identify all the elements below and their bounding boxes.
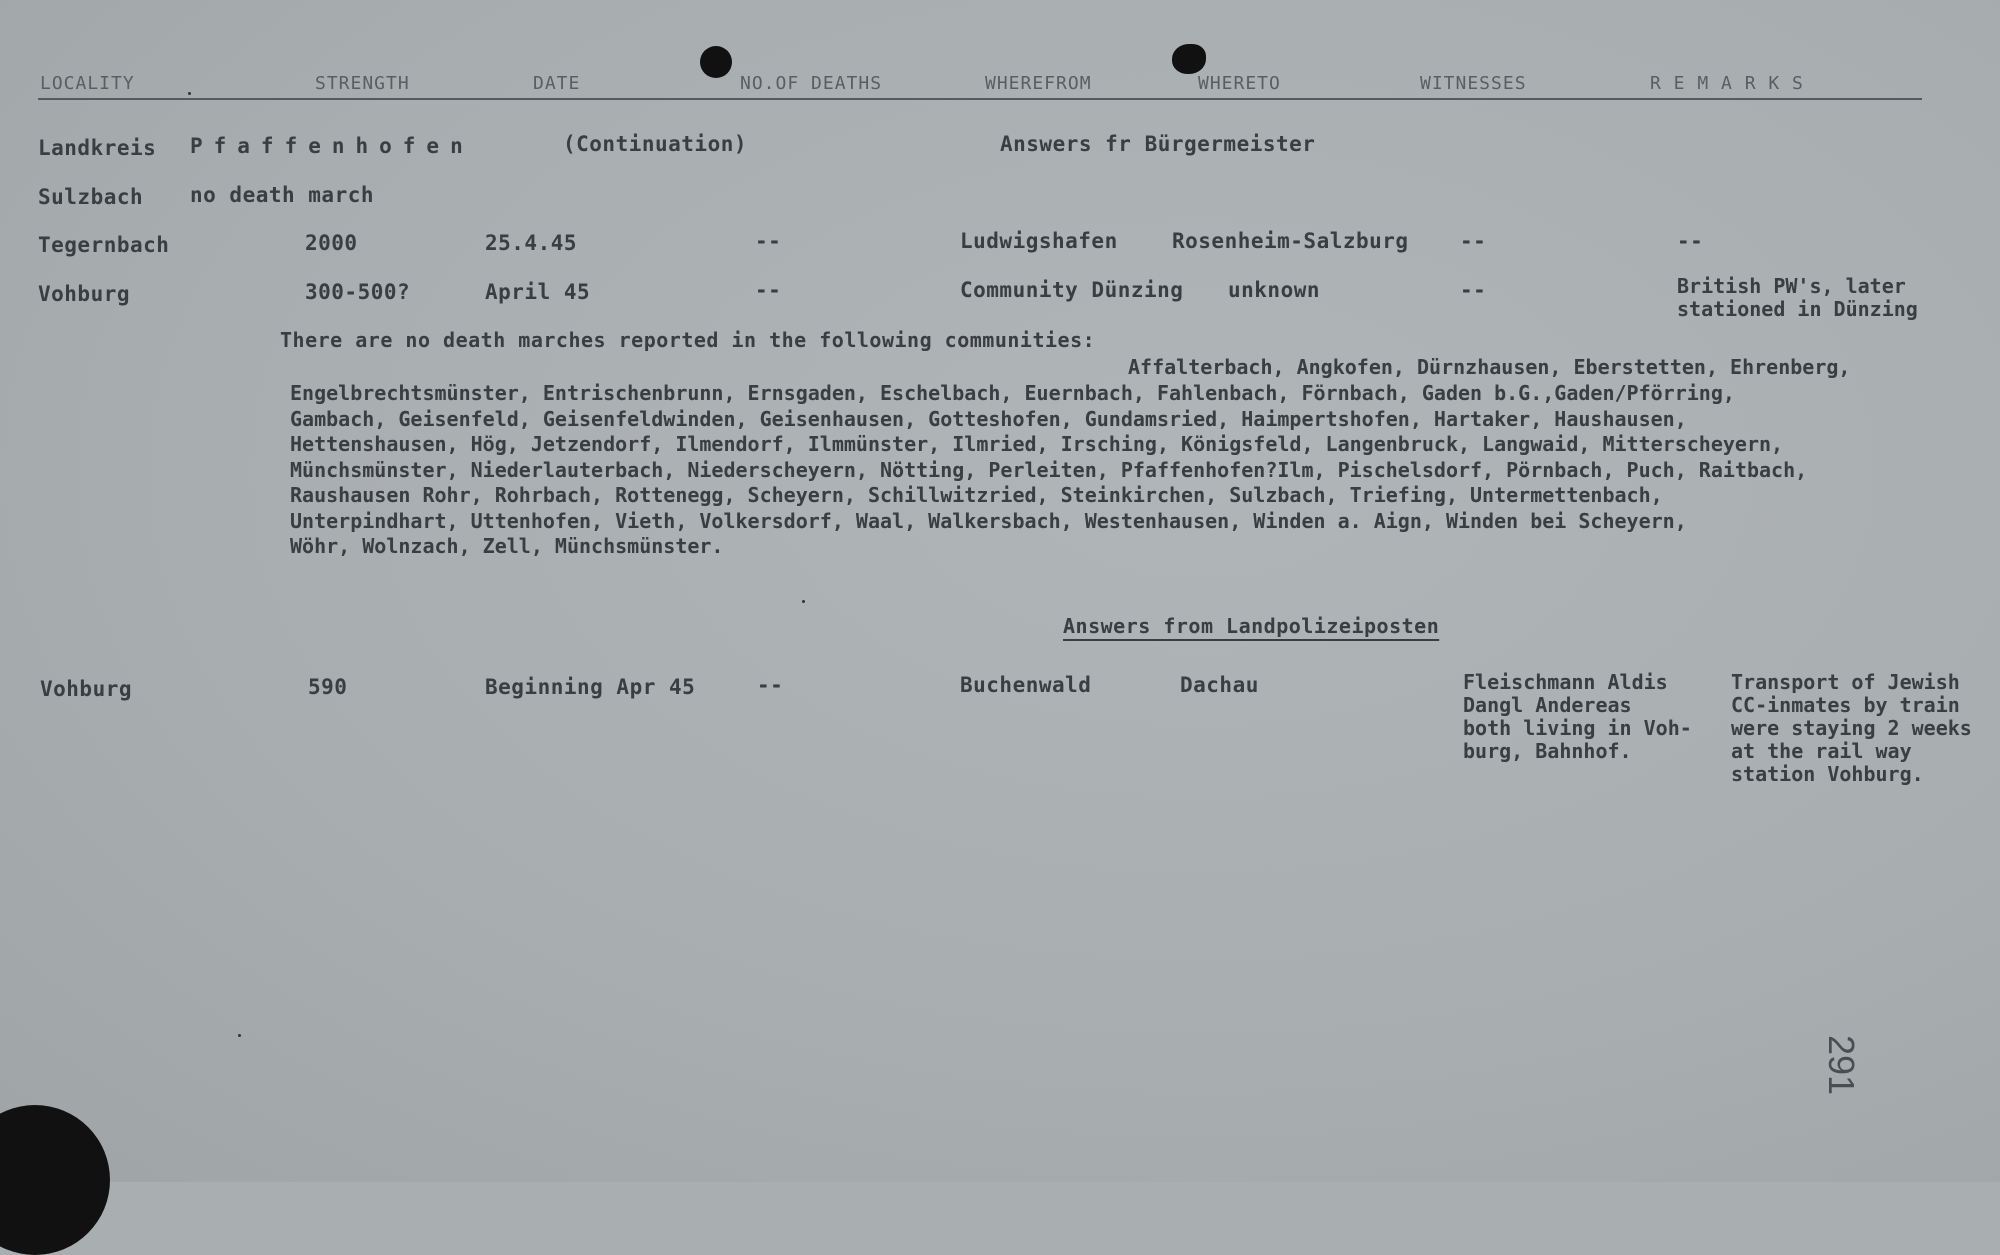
row-remarks: --	[1677, 229, 1704, 253]
landkreis-name: Pfaffenhofen	[190, 134, 474, 158]
row-whereto: Rosenheim-Salzburg	[1172, 229, 1409, 253]
row-wherefrom: Ludwigshafen	[960, 229, 1118, 253]
no-marches-intro: There are no death marches reported in the following communities:	[280, 328, 1096, 352]
page-number: 291	[1821, 1035, 1862, 1096]
row-locality: Tegernbach	[38, 233, 170, 257]
header-whereto: WHERETO	[1198, 73, 1281, 94]
row-date: 25.4.45	[485, 231, 578, 255]
header-locality: LOCALITY	[40, 73, 135, 94]
row-strength: no death march	[190, 183, 375, 207]
lp-wherefrom: Buchenwald	[960, 673, 1092, 697]
lp-date: Beginning Apr 45	[485, 675, 696, 699]
row-wherefrom: Community Dünzing	[960, 278, 1184, 302]
continuation-label: (Continuation)	[563, 132, 748, 156]
lp-remarks: Transport of Jewish CC-inmates by train were staying 2 weeks at the rail way station Vohburg.	[1731, 670, 1972, 786]
row-date: April 45	[485, 280, 591, 304]
header-strength: STRENGTH	[315, 73, 410, 94]
header-wherefrom: WHEREFROM	[985, 73, 1092, 94]
corner-mark	[0, 1105, 110, 1255]
row-deaths: --	[755, 278, 782, 302]
punch-hole	[700, 46, 732, 78]
header-remarks: R E M A R K S	[1650, 73, 1804, 94]
ink-speck	[802, 600, 805, 603]
row-witnesses: --	[1460, 229, 1487, 253]
lp-deaths: --	[757, 673, 784, 697]
header-deaths: NO.OF DEATHS	[740, 73, 883, 94]
no-marches-list: Engelbrechtsmünster, Entrischenbrunn, Ernsgaden, Eschelbach, Euernbach, Fahlenbach, Förnbach, Gaden b.G.,Gaden/Pförring, Gambach, Geisenfeld, Geisenfeldwinden, Geisenhausen, Gotteshofen, Gundamsried, Haimpertshofen, Hartaker, Haushausen, Hettenshausen, Hög, Jetzendorf, Ilmendorf, Ilmmünster, Ilmried, Irsching, Königsfeld, Langenbruck, Langwaid, Mitterscheyern, Münchsmünster, Niederlauterbach, Niederscheyern, Nötting, Perleiten, Pfaffenhofen?Ilm, Pischelsdorf, Pörnbach, Puch, Raitbach, Raushausen Rohr, Rohrbach, Rottenegg, Scheyern, Schillwitzried, Steinkirchen, Sulzbach, Triefing, Untermettenbach, Unterpindhart, Uttenhofen, Vieth, Volkersdorf, Waal, Walkersbach, Westenhausen, Winden a. Aign, Winden bei Scheyern, Wöhr, Wolnzach, Zell, Münchsmünster.	[290, 381, 1808, 558]
lp-witnesses: Fleischmann Aldis Dangl Andereas both living in Voh- burg, Bahnhof.	[1463, 670, 1692, 763]
row-strength: 2000	[305, 231, 358, 255]
row-locality: Sulzbach	[38, 185, 144, 209]
landpolizei-heading: Answers from Landpolizeiposten	[1063, 614, 1440, 638]
row-remarks: British PW's, later stationed in Dünzing	[1677, 274, 1918, 321]
ink-speck	[188, 92, 191, 95]
row-witnesses: --	[1460, 278, 1487, 302]
row-whereto: unknown	[1228, 278, 1321, 302]
header-rule	[38, 98, 1922, 100]
header-date: DATE	[533, 73, 581, 94]
ink-speck	[238, 1034, 241, 1037]
lp-whereto: Dachau	[1180, 673, 1259, 697]
header-witnesses: WITNESSES	[1420, 73, 1527, 94]
lp-strength: 590	[308, 675, 348, 699]
answers-buergermeister-heading: Answers fr Bürgermeister	[1000, 132, 1316, 156]
row-strength: 300-500?	[305, 280, 411, 304]
lp-locality: Vohburg	[40, 677, 133, 701]
row-deaths: --	[755, 229, 782, 253]
no-marches-first-line: Affalterbach, Angkofen, Dürnzhausen, Eberstetten, Ehrenberg,	[1128, 355, 1851, 379]
punch-hole	[1172, 44, 1206, 74]
landkreis-label: Landkreis	[38, 136, 157, 160]
row-locality: Vohburg	[38, 282, 131, 306]
